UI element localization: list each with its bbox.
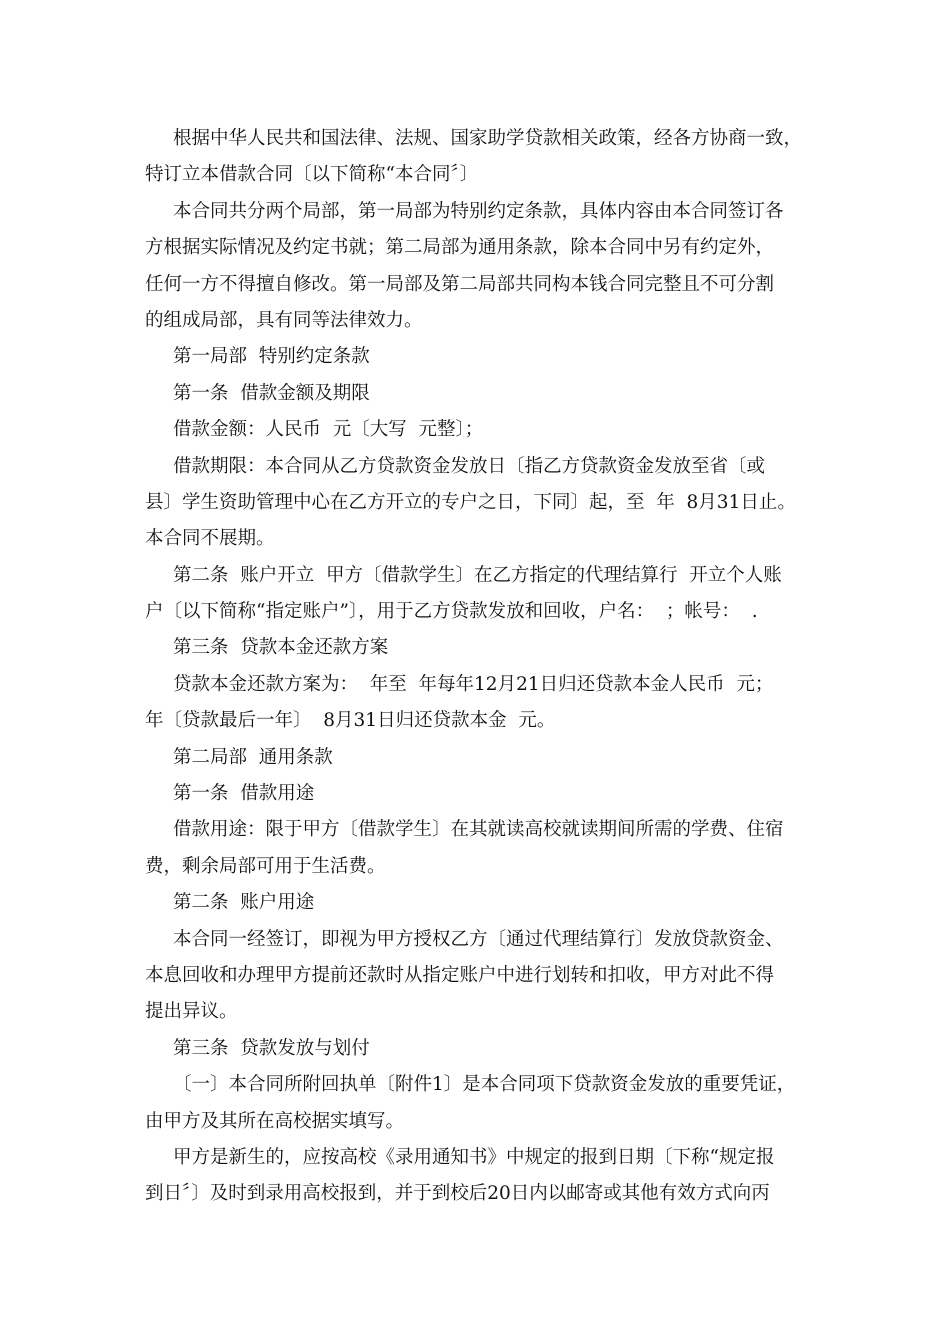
text-line: 甲方是新生的，应按高校《录用通知书》中规定的报到日期〔下称“规定报 (173, 1146, 775, 1168)
text-line: 第三条 贷款本金还款方案 (173, 637, 389, 659)
text-line: 方根据实际情况及约定书就；第二局部为通用条款，除本合同中另有约定外， (145, 237, 775, 259)
text-line: 第一条 借款金额及期限 (173, 382, 370, 404)
text-line: 的组成局部，具有同等法律效力。 (145, 309, 423, 331)
document-body (145, 121, 815, 1213)
text-line: 借款用途：限于甲方〔借款学生〕在其就读高校就读期间所需的学费、住宿 (173, 819, 784, 841)
text-line: 〔一〕本合同所附回执单〔附件1〕是本合同项下贷款资金发放的重要凭证， (173, 1074, 796, 1096)
text-line: 县〕学生资助管理中心在乙方开立的专户之日，下同〕起，至 年 8月31日止。 (145, 491, 796, 513)
text-line: 提出异议。 (145, 1001, 238, 1023)
text-line: 第一条 借款用途 (173, 783, 315, 805)
text-line: 户〔以下简称“指定账户”〕，用于乙方贷款发放和回收，户名： ；帐号： . (145, 601, 758, 623)
text-line: 贷款本金还款方案为： 年至 年每年12月21日归还贷款本金人民币 元； (173, 673, 774, 695)
text-line: 第一局部 特别约定条款 (173, 346, 370, 368)
text-line: 第二局部 通用条款 (173, 746, 333, 768)
text-line: 第二条 账户开立 甲方〔借款学生〕在乙方指定的代理结算行 开立个人账 (173, 564, 782, 586)
text-line: 第三条 贷款发放与划付 (173, 1037, 370, 1059)
text-line: 本合同不展期。 (145, 528, 275, 550)
text-line: 费，剩余局部可用于生活费。 (145, 855, 386, 877)
text-line: 根据中华人民共和国法律、法规、国家助学贷款相关政策，经各方协商一致， (173, 128, 803, 149)
text-line: 由甲方及其所在高校据实填写。 (145, 1110, 405, 1132)
text-line: 本合同一经签订，即视为甲方授权乙方〔通过代理结算行〕发放贷款资金、 (173, 928, 784, 950)
text-line: 借款金额：人民币 元〔大写 元整〕； (173, 419, 484, 441)
text-line: 借款期限：本合同从乙方贷款资金发放日〔指乙方贷款资金发放至省〔或 (173, 455, 766, 477)
text-line: 特订立本借款合同〔以下简称“本合同〞〕 (145, 164, 479, 186)
text-line: 到日〞〕及时到录用高校报到，并于到校后20日内以邮寄或其他有效方式向丙 (145, 1183, 770, 1205)
text-line: 本息回收和办理甲方提前还款时从指定账户中进行划转和扣收，甲方对此不得 (145, 964, 775, 986)
text-line: 年〔贷款最后一年〕 8月31日归还贷款本金 元。 (145, 710, 556, 732)
text-line: 第二条 账户用途 (173, 892, 315, 914)
text-line: 任何一方不得擅自修改。第一局部及第二局部共同构本钱合同完整且不可分割 (145, 273, 775, 295)
text-line: 本合同共分两个局部，第一局部为特别约定条款，具体内容由本合同签订各 (173, 200, 784, 222)
